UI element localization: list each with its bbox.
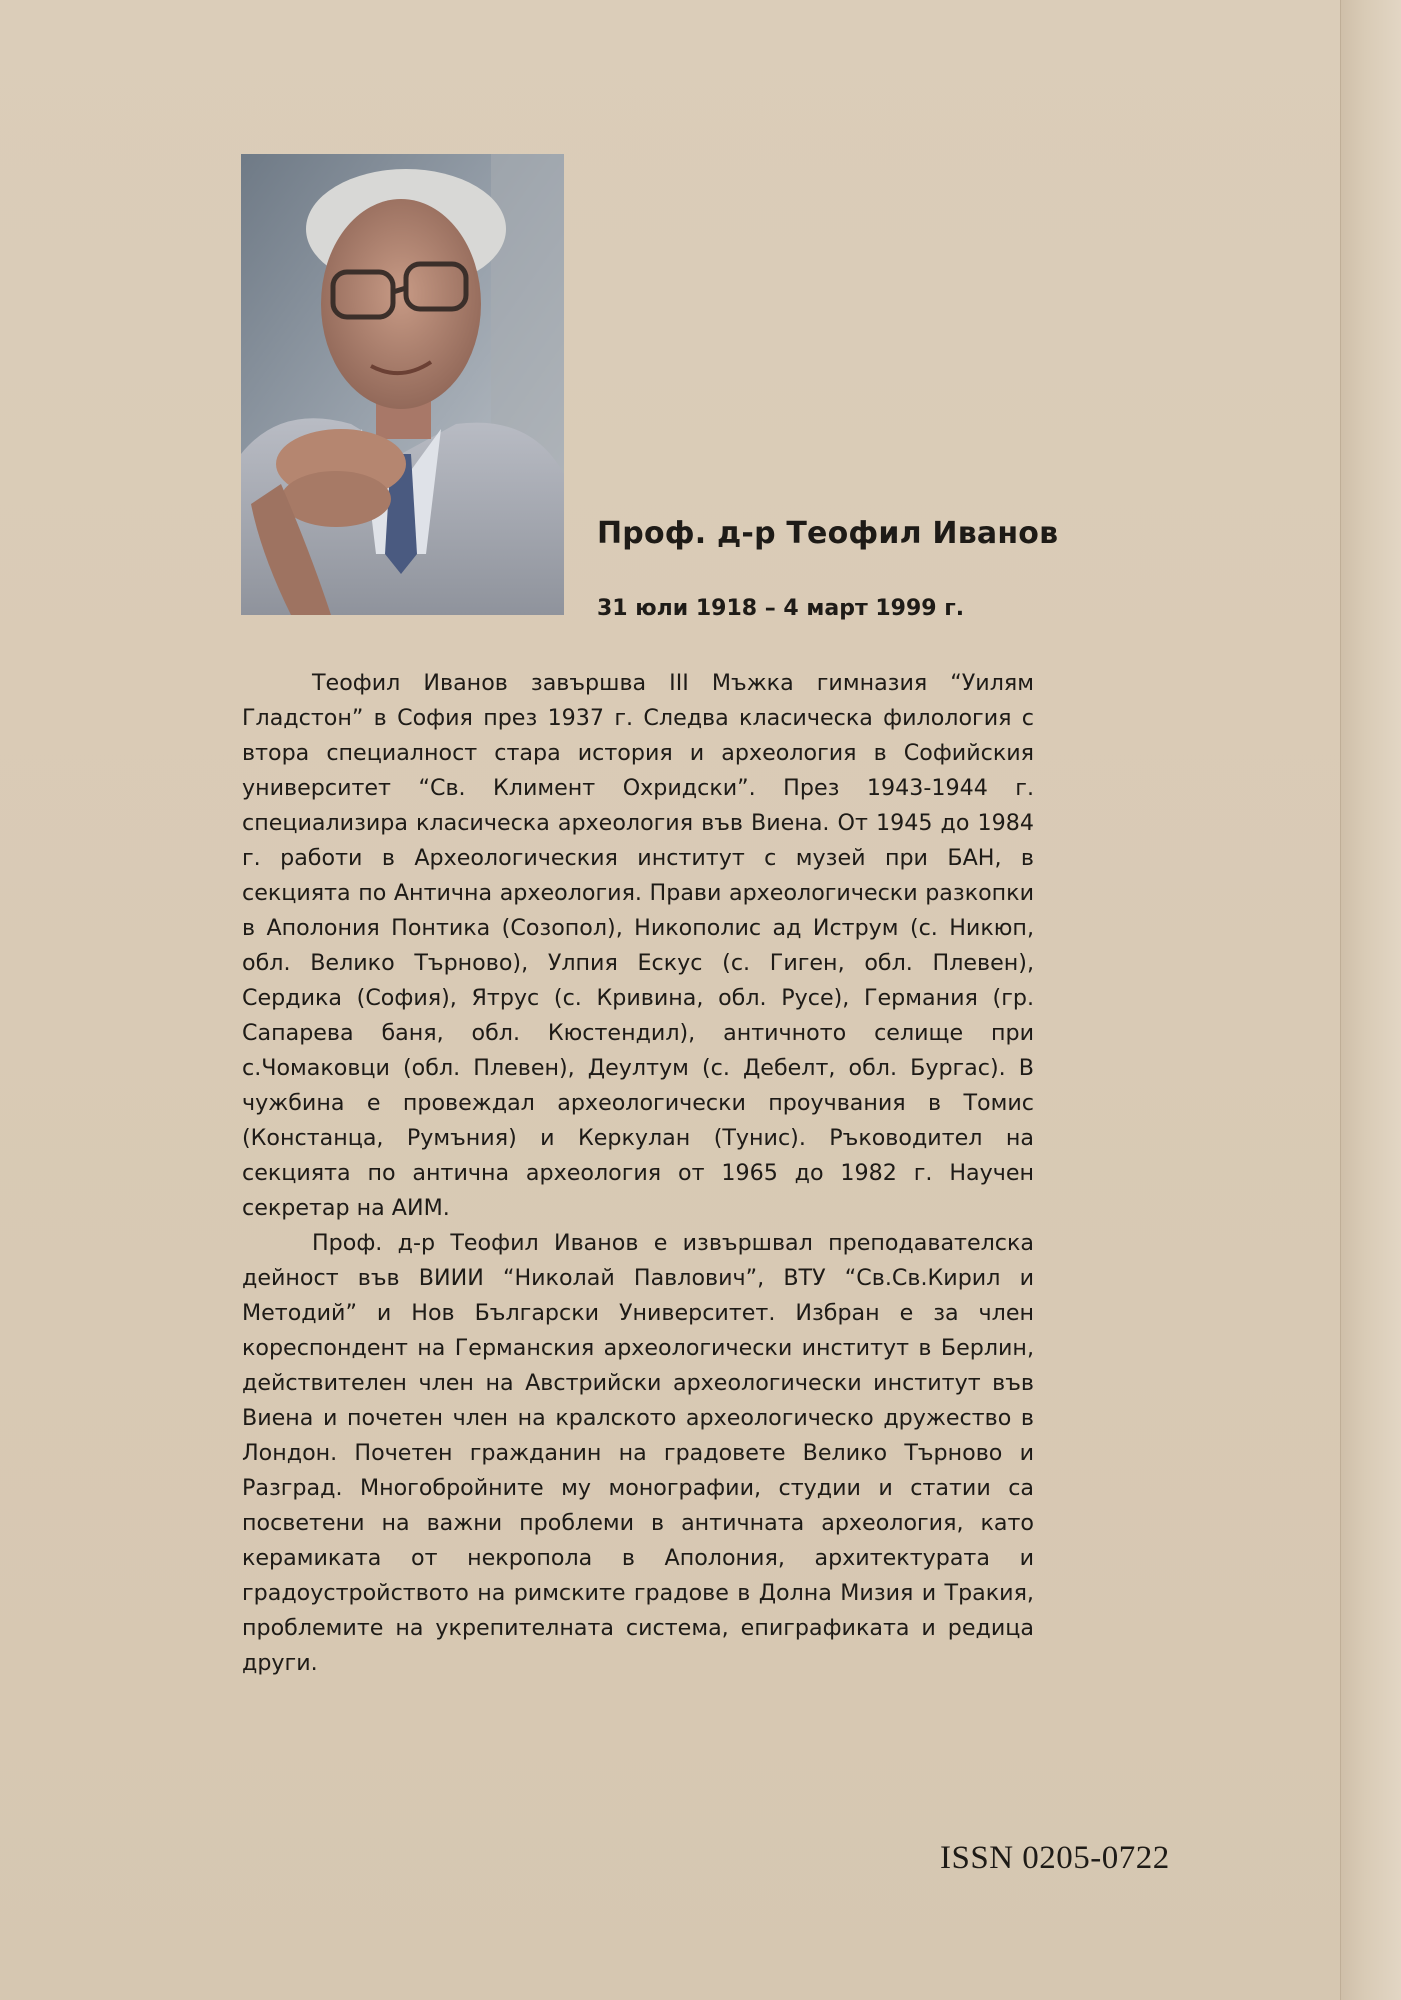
- author-name: Проф. д-р Теофил Иванов: [597, 516, 1059, 551]
- author-portrait-photo: [241, 154, 564, 615]
- author-life-dates: 31 юли 1918 – 4 март 1999 г.: [597, 596, 965, 621]
- bio-paragraph: Проф. д-р Теофил Иванов е извършвал преподавателска дейност във ВИИИ “Николай Павлович”, ВТУ “Св.Св.Кирил и Методий” и Нов Български Университет. Избран е за член кореспондент на Германския археологически институт в Берлин, действителен член на Австрийски археологически институт във Виена и почетен член на кралското археологическо дружество в Лондон. Почетен гражданин на градовете Велико Търново и Разград. Многобройните му монографии, студии и статии са посветени на важни проблеми в античната археология, като керамиката от некропола в Аполония, архитектурата и градоустройството на римските градове в Долна Мизия и Тракия, проблемите на укрепителната система, епиграфиката и редица други.: [242, 1230, 1034, 1676]
- bio-paragraph: Теофил Иванов завършва III Мъжка гимназия “Уилям Гладстон” в София през 1937 г. Следва класическа филология с втора специалност стара история и археология в Софийския университет “Св. Климент Охридски”. През 1943-1944 г. специализира класическа археология във Виена. От 1945 до 1984 г. работи в Археологическия институт с музей при БАН, в секцията по Антична археология. Прави археологически разкопки в Аполония Понтика (Созопол), Никополис ад Иструм (с. Никюп, обл. Велико Търново), Улпия Ескус (с. Гиген, обл. Плевен), Сердика (София), Ятрус (с. Кривина, обл. Русе), Германия (гр. Сапарева баня, обл. Кюстендил), античното селище при с.Чомаковци (обл. Плевен), Деултум (с. Дебелт, обл. Бургас). В чужбина е провеждал археологически проучвания в Томис (Констанца, Румъния) и Керкулан (Тунис). Ръководител на секцията по антична археология от 1965 до 1982 г. Научен секретар на АИМ.: [242, 670, 1034, 1221]
- issn-number: ISSN 0205-0722: [940, 1840, 1170, 1876]
- author-biography: [242, 666, 1034, 1681]
- book-spine-edge: [1340, 0, 1401, 2000]
